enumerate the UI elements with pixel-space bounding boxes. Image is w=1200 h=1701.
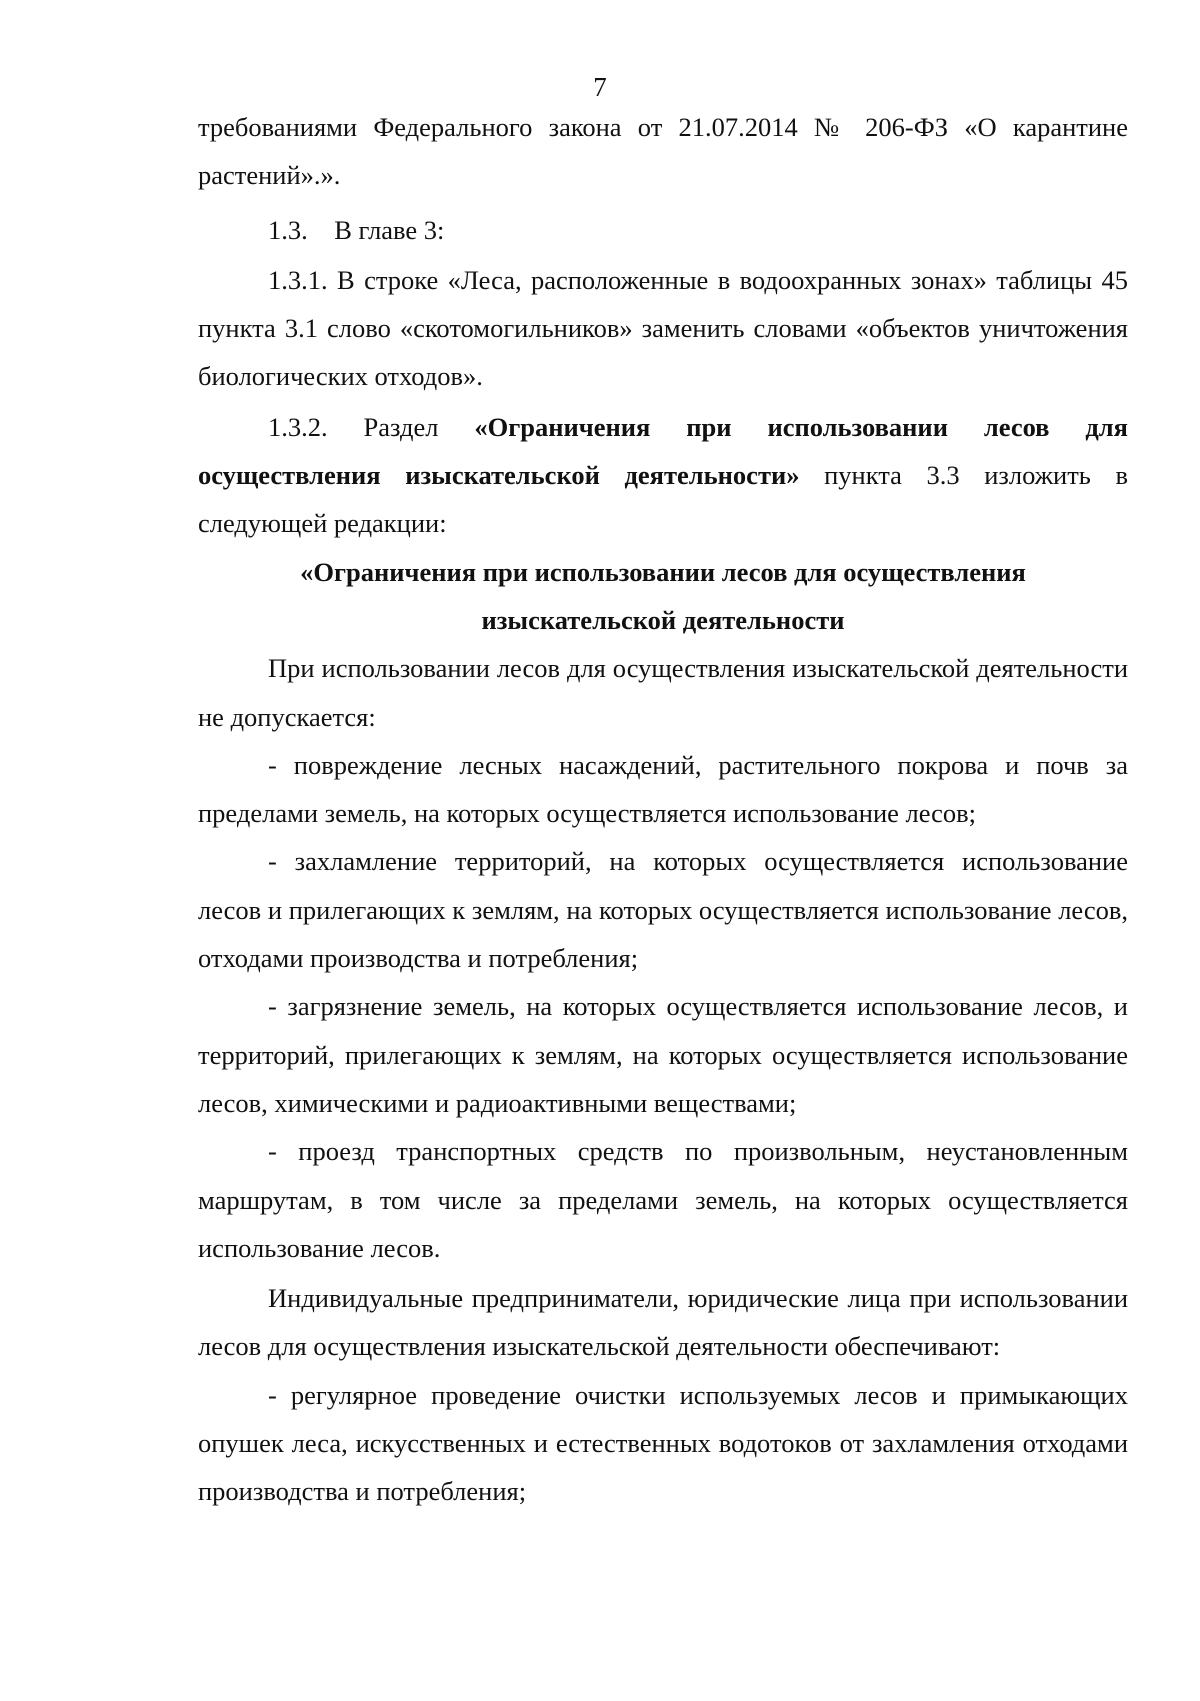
section-number: 1.3.1. <box>268 264 328 295</box>
section-prefix: 1.3.2. Раздел <box>268 411 475 442</box>
page-number: 7 <box>593 72 607 102</box>
paragraph-obligations: Индивидуальные предприниматели, юридические лица при использовании лесов для осуществления изыскательской деятельности обеспечивают: <box>198 1283 1128 1362</box>
section-title-bold: «Ограничения при использовании лесов для осуществления изыскательской деятельности» <box>198 411 1128 491</box>
paragraph-1-3-1 <box>198 256 1128 401</box>
list-item-damage: - повреждение лесных насаждений, растительного покрова и почв за пределами земель, на которых осуществляется использование лесов; <box>198 749 1128 829</box>
list-item-littering: - захламление территорий, на которых осуществляется использование лесов и прилегающих к землям, на которых осуществляется использование лесов, отходами производства и потребления; <box>198 846 1128 974</box>
list-item-cleaning: - регулярное проведение очистки используемых лесов и примыкающих опушек леса, искусственных и естественных водотоков от захламления отходами производства и потребления; <box>198 1379 1128 1507</box>
paragraph-1-3-2 <box>198 403 1128 548</box>
paragraph-continuation: требованиями Федерального закона от 21.07.2014 № 206-ФЗ «О карантине растений».». <box>198 112 1128 191</box>
heading-line-2: изыскательской деятельности <box>481 604 845 635</box>
paragraph-1-3 <box>198 206 1128 254</box>
section-number: 1.3. <box>268 214 308 245</box>
paragraph-intro: При использовании лесов для осуществления изыскательской деятельности не допускается: <box>198 653 1128 732</box>
list-item-vehicles: - проезд транспортных средств по произвольным, неустановленным маршрутам, в том числе за пределами земель, на которых осуществляется использование лесов. <box>198 1136 1128 1263</box>
section-suffix: пункта 3.3 изложить в следующей редакции: <box>198 460 1128 539</box>
document-body <box>198 103 1128 1516</box>
section-text: В строке «Леса, расположенные в водоохранных зонах» таблицы 45 пункта 3.1 слово «скотомогильников» заменить словами «объектов уничтожения биологических отходов». <box>198 264 1128 392</box>
list-item-pollution: - загрязнение земель, на которых осуществляется использование лесов, и территорий, прилегающих к землям, на которых осуществляется использование лесов, химическими и радиоактивными веществами; <box>198 991 1128 1118</box>
heading-line-1: «Ограничения при использовании лесов для осуществления <box>300 556 1026 587</box>
section-text: В главе 3: <box>334 214 445 245</box>
